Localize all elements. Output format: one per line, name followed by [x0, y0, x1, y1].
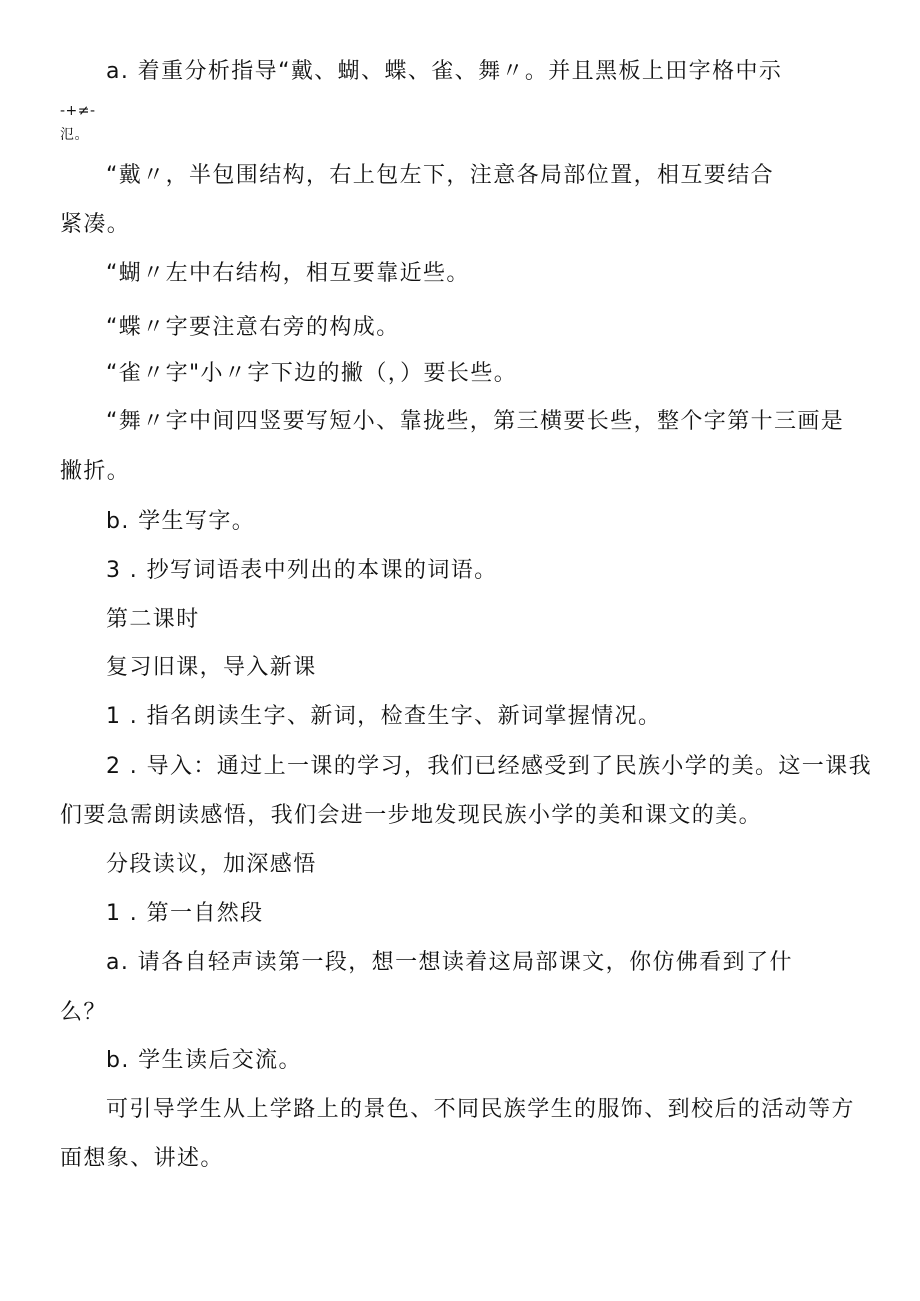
paragraph-line: 面想象、讲述。: [60, 1146, 224, 1171]
paragraph-line: 氾。: [60, 127, 89, 143]
paragraph-line: 3 . 抄写词语表中列出的本课的词语。: [106, 558, 498, 583]
stroke-symbols: -+≠-: [60, 103, 96, 119]
paragraph-line: “雀〃字"小〃字下边的撇（，）要长些。: [106, 361, 518, 386]
paragraph-line: “舞〃字中间四竖要写短小、靠拢些，第三横要长些，整个字第十三画是: [106, 409, 845, 434]
paragraph-line: a. 请各自轻声读第一段，想一想读着这局部课文，你仿佛看到了什: [106, 950, 793, 975]
paragraph-line: 撇折。: [60, 459, 131, 484]
paragraph-line: 们要急需朗读感悟，我们会进一步地发现民族小学的美和课文的美。: [60, 803, 763, 828]
paragraph-line: 1 . 指名朗读生字、新词，检查生字、新词掌握情况。: [106, 704, 662, 729]
paragraph-line: “蝶〃字要注意右旁的构成。: [106, 315, 400, 340]
paragraph-line: 1 . 第一自然段: [106, 901, 264, 926]
paragraph-line: b. 学生读后交流。: [106, 1048, 302, 1073]
paragraph-line: 可引导学生从上学路上的景色、不同民族学生的服饰、到校后的活动等方: [106, 1097, 855, 1122]
paragraph-line: 2 . 导入：通过上一课的学习，我们已经感受到了民族小学的美。这一课我: [106, 754, 872, 779]
paragraph-line: b. 学生写字。: [106, 509, 256, 534]
paragraph-line: “戴〃，半包围结构，右上包左下，注意各局部位置，相互要结合: [106, 163, 774, 188]
paragraph-line: a. 着重分析指导“戴、蝴、蝶、雀、舞〃。并且黑板上田字格中示: [106, 59, 783, 84]
section-heading: 复习旧课，导入新课: [106, 655, 317, 680]
paragraph-line: 紧凑。: [60, 212, 131, 237]
paragraph-line: “蝴〃左中右结构，相互要靠近些。: [106, 261, 470, 286]
section-heading: 第二课时: [106, 607, 200, 632]
paragraph-line: 么？: [60, 1000, 107, 1025]
section-heading: 分段读议，加深感悟: [106, 852, 317, 877]
